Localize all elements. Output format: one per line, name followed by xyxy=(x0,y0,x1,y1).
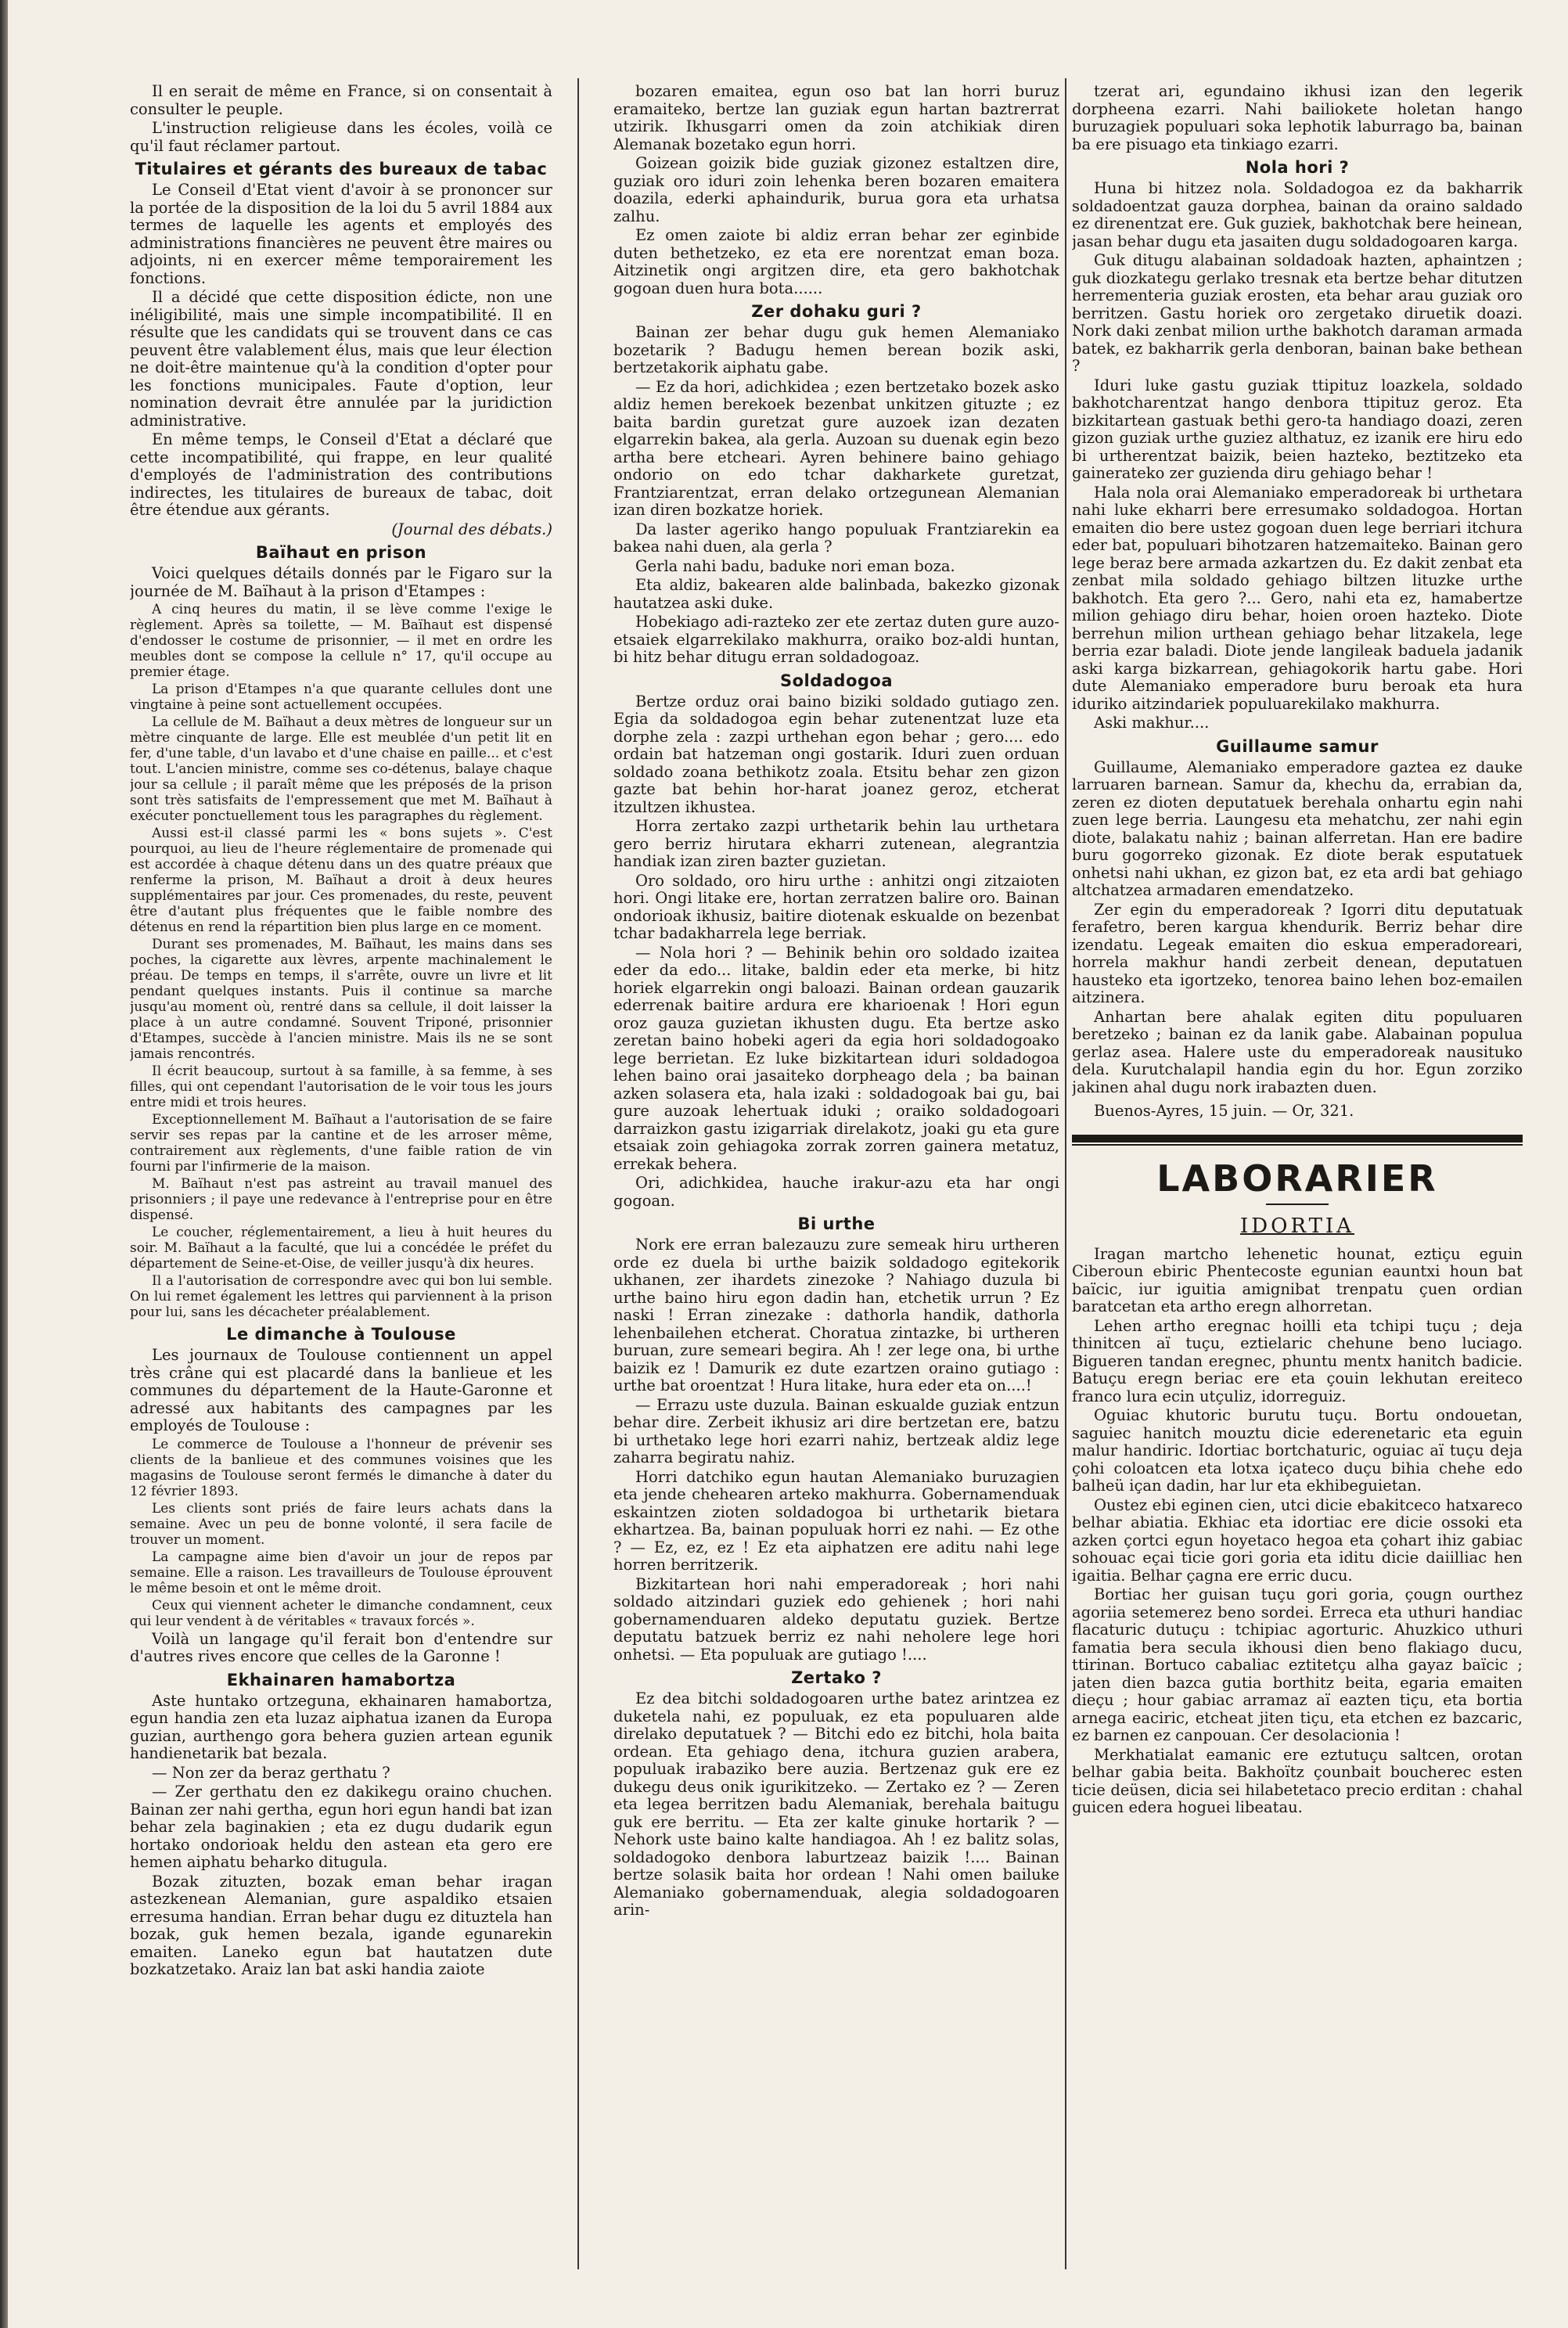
paragraph: Guillaume, Alemaniako emperadore gaztea ez dauke larruaren barnean. Samur da, khechu da, errabian da, zeren ez dioten deputatuek berehala onhartu egin nahi zuen lege berria. Laungesu eta mehatchu, zer nahi egin diote, balakatu nahiz ; bainan alferretan. Han ere badire buru gogorreko gizonak. Ez diote berak esputatuek onhetsi nahi ukhan, ez gizon bat, ez eta ardi bat gehiago altchatzea armadaren emendatzeko. xyxy=(1072,757,1523,899)
paragraph: Horra zertako zazpi urthetarik behin lau urthetara gero berriz hirutara ekharri zutenean, alegrantzia handiak izan ziren bazter guzietan. xyxy=(613,817,1059,870)
paragraph: Lehen artho eregnac hoilli eta tchipi tuçu ; deja thinitcen aï tuçu, eztielaric chehune beno luciago. Bigueren tandan eregnec, phuntu mentx hanitch badicie. Batuçu eregn beriac ere eta çouin lekhutan ereiteco franco lura ecin utçuliz, idorreguiz. xyxy=(1072,1316,1523,1405)
heading-rule xyxy=(1266,1204,1329,1205)
paragraph: Eta aldiz, bakearen alde balinbada, bakezko gizonak hautatzea aski duke. xyxy=(613,576,1059,612)
paragraph: tzerat ari, egundaino ikhusi izan den legerik dorpheena ezarri. Nahi bailiokete holetan hango buruzagiek populuari soka lephotik laburrago ba, bainan ba ere pisuago eta tinkiago ezarri. xyxy=(1072,83,1523,153)
paragraph: Bertze orduz orai baino biziki soldado gutiago zen. Egia da soldadogoa egin behar zutenentzat luze eta dorphe zela : zazpi urthehan egon behar ; gero.... edo ordain bat hatzeman ongi gostarik. Iduri zuen orduan soldado zoana bethikotz zoala. Etsitu behar zen gizon gazte bat behin hor-harat joanez geroz, etcherat itzultzen ikhustea. xyxy=(613,692,1059,816)
paragraph: Gerla nahi badu, baduke nori eman boza. xyxy=(635,556,955,575)
paragraph: M. Baïhaut n'est pas astreint au travail manuel des prisonniers ; il paye une redevance à l'entreprise pour en être dispensé. xyxy=(130,1176,552,1223)
paragraph: — Zer gerthatu den ez dakikegu oraino chuchen. Bainan zer nahi gertha, egun hori egun handi bat izan behar zela baginakien ; eta ez dugu dudarik egun hortako ondorioak heldu den astean eta gero ere hemen aiphatu beharko ditugula. xyxy=(130,1783,552,1871)
paragraph: Bainan zer behar dugu guk hemen Alemaniako bozetarik ? Badugu hemen berean bozik aski, bertzetakorik aiphatu gabe. xyxy=(613,323,1059,376)
article-title: Titulaires et gérants des bureaux de tabac xyxy=(135,160,548,178)
paragraph: Da laster ageriko hango populuak Frantziarekin ea bakea nahi duen, ala gerla ? xyxy=(613,520,1059,556)
article-title: Soldadogoa xyxy=(779,671,894,690)
paragraph: Guk ditugu alabainan soldadoak hazten, aphaintzen ; guk diozkategu gerlako tresnak eta bertze behar ditutzen herrementeria guziak erosten, eta behar arau guziak oro berritzen. Gastu horiek oro zergetako diruetik doazi. Nork daki zenbat milion urthe bakhotch daraman armada batek, ez bakharrik gerla denboran, bainan bake bethean ? xyxy=(1072,251,1523,375)
paragraph: Ez dea bitchi soldadogoaren urthe batez arintzea ez duketela nahi, ez populuak, ez eta populuaren alde direlako deputatuek ? — Bitchi edo ez bitchi, hola baita ordean. Eta gehiago dena, itchura guzien arabera, populuak irabaziko bere auzia. Bertzenaz guk ere ez dukegu deus onik igurikitzeko. — Zertako ez ? — Zeren eta legea berritzen badu Alemaniak, berehala baitugu guk ere berritu. — Eta zer kalte ginuke hortarik ? — Nehork uste baino kalte handiagoa. Ah ! ez balitz solas, soldadogoko denbora laburtzeaz baizik !.... Bainan bertze solasik baita hor ordean ! Nahi omen bailuke Alemaniako gobernamenduak, alegia soldadogoaren arin- xyxy=(613,1689,1059,1919)
paragraph: Bozak zituzten, bozak eman behar iragan astezkenean Alemanian, gure aspaldiko etsaien erresuma handian. Erran behar dugu ez dituztela han bozak, guk hemen bezala, igande egunarekin emaiten. Laneko egun bat hautatzen dute bozkatzetako. Araiz lan bat aski handia zaiote xyxy=(130,1872,552,1978)
paragraph: A cinq heures du matin, il se lève comme l'exige le règlement. Après sa toilette, — M. Baïhaut est dispensé d'endosser le costume de prisonnier, — il met en ordre les meubles dont se compose la cellule n° 17, qu'il occupe au premier étage. xyxy=(130,602,552,680)
paragraph: Bizkitartean hori nahi emperadoreak ; hori nahi soldado aitzindari guziek edo gehienek ; hori nahi gobernamenduaren aldeko deputatu guziek. Bertze deputatu batzuek berriz ez nahi neholere lege hori onhetsi. — Eta populuak are gutiago !.... xyxy=(613,1574,1059,1664)
section-subheading: IDORTIA xyxy=(1240,1214,1354,1238)
column-right xyxy=(1072,83,1523,2313)
paragraph: L'instruction religieuse dans les écoles, voilà ce qu'il faut réclamer partout. xyxy=(130,119,552,155)
paragraph: Aste huntako ortzeguna, ekhainaren hamabortza, egun handia zen eta luzaz aiphatua izanen da Europa guzian, aurthengo gora behera guzien artean egunik handienetarik bat bezala. xyxy=(130,1691,552,1762)
paragraph: Le commerce de Toulouse a l'honneur de prévenir ses clients de la banlieue et des communes voisines que les magasins de Toulouse seront fermés le dimanche à dater du 12 février 1893. xyxy=(130,1436,552,1499)
paragraph: Ceux qui viennent acheter le dimanche condamnent, ceux qui leur vendent à de véritables « travaux forcés ». xyxy=(130,1597,552,1629)
section-heading: LABORARIER xyxy=(1156,1157,1438,1200)
page-binding-edge xyxy=(0,0,8,2328)
paragraph: Bortiac her guisan tuçu gori goria, çougn ourthez agoriia setemerez beno sordei. Erreca eta uthuri handiac flacaturic dutuçu : tchipiac agorturic. Ahuzkico uthuri famatia bera secula ikhousi dien beno flakiago ducu, ttirinan. Bortuco cabaliac eztitetçu alha gayaz baïcic ; jaten dien bazca gutia borthitz beita, egaria emaiten dieçu ; hour gabiac arramaz aï eazten tiçu, eta bortia arnega eaciric, etcheat jiten tiçu, eta etchen ez bazcaric, ez barnen ez canpouan. Cer desolacionia ! xyxy=(1072,1585,1523,1744)
paragraph: Le coucher, réglementairement, a lieu à huit heures du soir. M. Baïhaut a la faculté, que lui a concédée le préfet du département de Seine-et-Oise, de veiller jusqu'à dix heures. xyxy=(130,1225,552,1272)
column-rule-right xyxy=(1065,78,1066,2269)
paragraph: Merkhatialat eamanic ere eztutuçu saltcen, orotan belhar gabia beita. Bakhoïtz çounbait boucherec esten ticie deüsen, dicia sei hilabetetaco precio erditan : chahal guicen edera hoguei libeatau. xyxy=(1072,1745,1523,1816)
paragraph: Il a décidé que cette disposition édicte, non une inéligibilité, mais une simple incompatibilité. Il en résulte que les candidats qui se trouvent dans ce cas peuvent être valablement élus, mais que leur élection ne doit-être maintenue qu'à la condition d'opter pour les fonctions municipales. Faute d'option, leur nomination devrait être annulée par la juridiction administrative. xyxy=(130,288,552,430)
paragraph: La cellule de M. Baïhaut a deux mètres de longueur sur un mètre cinquante de large. Elle est meublée d'un petit lit en fer, d'une table, d'un lavabo et d'une chaise en paille... et c'est tout. L'ancien ministre, comme ses co-détenus, balaye chaque jour sa cellule ; il paraît même que les préposés de la prison sont très satisfaits de l'empressement que met M. Baïhaut à exécuter ponctuellement tous les paragraphes du règlement. xyxy=(130,714,552,824)
column-left xyxy=(130,83,552,2313)
paragraph: Aski makhur.... xyxy=(1094,714,1210,732)
paragraph: Durant ses promenades, M. Baïhaut, les mains dans ses poches, la cigarette aux lèvres, arpente machinalement le préau. De temps en temps, il s'arrête, ouvre un livre et lit pendant quelques instants. Puis il continue sa marche jusqu'au moment où, rentré dans sa cellule, il doit laisser la place à un autre condamné. Souvent Triponé, prisonnier d'Etampes, succède à l'ancien ministre. Mais ils ne se sont jamais rencontrés. xyxy=(130,937,552,1062)
section-rule xyxy=(1072,1144,1523,1146)
article-source: (Journal des débats.) xyxy=(391,520,552,538)
paragraph: Nork ere erran balezauzu zure semeak hiru urtheren orde ez duela bi urthe baizik soldadogo egitekorik ukhanen, zer ihardets zinezoke ? Nahiago duzula bi urthe baino hiru egon dadin han, etchetik urrun ? Ez naski ! Erran zinezake : dathorla handik, dathorla lehenbailehen etcherat. Choratua zintazke, bi urtheren buruan, zure semeari begira. Ah ! zer lege ona, bi urthe baizik ez ! Damurik ez dute ezartzen oraino gutiago : urthe bat oroentzat ! Hura litake, hura eder eta on....! xyxy=(613,1236,1059,1394)
paragraph: Le Conseil d'Etat vient d'avoir à se prononcer sur la portée de la disposition de la loi du 5 avril 1884 aux termes de laquelle les agents et employés des administrations financières ne peuvent être maires ou adjoints, ni en exercer même temporairement les fonctions. xyxy=(130,181,552,287)
paragraph: Iragan martcho lehenetic hounat, eztiçu eguin Ciberoun ebiric Phentecoste egunian eauntxi houn bat baïcic, iur iguitia amignibat trenpatu çuen ordian baratcetan eta artho eregn alhorretan. xyxy=(1072,1244,1523,1315)
paragraph: Il écrit beaucoup, surtout à sa famille, à sa femme, à ses filles, qui ont cependant l'autorisation de le voir tous les jours entre midi et trois heures. xyxy=(130,1063,552,1110)
paragraph: — Ez da hori, adichkidea ; ezen bertzetako bozek asko aldiz hemen berekoek bezenbat unkitzen gituzte ; ez baita bardin guretzat gure auzoek izan dezaten elgarrekin bakea, ala gerla. Auzoan su duenak egin bezo artha bere etcheari. Ayren behinere baino gehiago ondorio on edo tchar dakharkete guretzat, Frantziarentzat, erran delako ortzegunean Alemanian izan diren bozkatze horiek. xyxy=(613,377,1059,519)
article-title: Nola hori ? xyxy=(1245,158,1350,177)
paragraph: Ez omen zaiote bi aldiz erran behar zer eginbide duten bethetzeko, ez eta ere norentzat eman boza. Aitzinetik ongi argitzen dire, eta gero bakhotchak gogoan duen hura bota...... xyxy=(613,226,1059,297)
paragraph: — Non zer da beraz gerthatu ? xyxy=(152,1763,390,1782)
paragraph: La prison d'Etampes n'a que quarante cellules dont une vingtaine à peine sont actuellement occupées. xyxy=(130,682,552,713)
paragraph: Il en serait de même en France, si on consentait à consulter le peuple. xyxy=(130,83,552,118)
paragraph: Oustez ebi eginen cien, utci dicie ebakitceco hatxareco belhar abiatia. Ekhiac eta idortiac ere dicie ossoki eta azken çortci egun hoyetaco hegoa eta çohart ihiz gabiac sohouac eçai ticie gori goria eta iditu dicie daiilliac hen igaitia. Belhar çagna ere erric ducu. xyxy=(1072,1495,1523,1585)
paragraph: La campagne aime bien d'avoir un jour de repos par semaine. Elle a raison. Les travailleurs de Toulouse éprouvent le même besoin et ont le même droit. xyxy=(130,1549,552,1596)
paragraph: Les journaux de Toulouse contiennent un appel très crâne qui est placardé dans la banlieue et les communes du département de la Haute-Garonne et adressé aux habitants des campagnes par les employés de Toulouse : xyxy=(130,1346,552,1434)
paragraph: Hala nola orai Alemaniako emperadoreak bi urthetara nahi luke ekharri bere erresumako soldadogoa. Hortan emaiten dio bere ustez gogoan duen lege berriari itchura eder bat, populuari bihotzaren hatzemaiteko. Bainan gero lege beraz bere armada azkartzen du. Ez dakit zenbat eta zenbat mila soldado gehiago biltzen lituzke urthe bakhotch. Eta gero ?... Gero, nahi eta ez, hamabertze milion gehiago diru behar, hoien oroen hazteko. Diote berrehun milion urthean gehiago behar litzakela, lege berria ezar baladi. Diote jende langileak baduela jadanik aski karga bizkarrean, gehiagokorik hartu gabe. Hori dute Alemaniako emperadore buru beroak eta hura iduriko aitzindariek populuarekilako makhurra. xyxy=(1072,483,1523,713)
paragraph: Aussi est-il classé parmi les « bons sujets ». C'est pourquoi, au lieu de l'heure réglementaire de promenade qui est accordée à chaque détenu dans un des quatre préaux que renferme la prison, M. Baïhaut a droit à deux heures supplémentaires par jour. Ces promenades, du reste, peuvent être d'autant plus fréquentes que le faible nombre des détenus en rend la répartition bien plus large en ce moment. xyxy=(130,826,552,935)
paragraph: Voilà un langage qu'il ferait bon d'entendre sur d'autres rives encore que celles de la Garonne ! xyxy=(130,1629,552,1665)
column-middle xyxy=(613,83,1059,2313)
column-rule-left xyxy=(577,78,579,2269)
paragraph: Goizean goizik bide guziak gizonez estaltzen dire, guziak oro iduri zoin lehenka beren bozaren emaitera doazila, ederki aphaindurik, burua gora eta urhatsa zalhu. xyxy=(613,154,1059,225)
article-title: Bi urthe xyxy=(797,1214,876,1233)
paragraph: Anhartan bere ahalak egiten ditu populuaren beretzeko ; bainan ez da lanik gabe. Alabainan populua gerlaz asea. Halere uste du emperadoreak nausituko dela. Kurutchalapil handia egin du hor. Egun zorziko jakinen ahal dugu nork irabazten duen. xyxy=(1072,1007,1523,1096)
paragraph: Voici quelques détails donnés par le Figaro sur la journée de M. Baïhaut à la prison d'Etampes : xyxy=(130,564,552,600)
paragraph: Iduri luke gastu guziak ttipituz loazkela, soldado bakhotcharentzat hango denbora ttipituz geroz. Eta bizkitartean gastuak bethi gero-ta handiago doazi, zeren gizon guziak urthe guziez althatuz, ez izanik ere hiru edo bi urtherentzat baizik, beien hazteko, beztitzeko eta gainerateko zer guzienda diru gehiago behar ! xyxy=(1072,376,1523,482)
paragraph: Les clients sont priés de faire leurs achats dans la semaine. Avec un peu de bonne volonté, il sera facile de trouver un moment. xyxy=(130,1500,552,1548)
paragraph: Huna bi hitzez nola. Soldadogoa ez da bakharrik soldadoentzat gauza dorphea, bainan da oraino saldado ez direnentzat ere. Guk guziek, bakhotchak bere heinean, jasan behar dugu eta jasaiten dugu soldadogoaren karga. xyxy=(1072,179,1523,250)
article-title: Ekhainaren hamabortza xyxy=(226,1670,456,1689)
paragraph: Ori, adichkidea, hauche irakur-azu eta har ongi gogoan. xyxy=(613,1174,1059,1210)
paragraph: bozaren emaitea, egun oso bat lan horri buruz eramaiteko, bertze lan guziak egun hartan baztrerrat utzirik. Ikhusgarri omen da zoin atchikiak diren Alemanak bozetako egun horri. xyxy=(613,83,1059,153)
paragraph: Zer egin du emperadoreak ? Igorri ditu deputatuak ferafetro, beren kargua khendurik. Berriz behar dire izendatu. Legeak emaiten dio eskua emperadoreari, horrela makhur handi zerbeit denean, deputatuen hausteko eta igortzeko, tenorea baino lehen boz-emailen aitzinera. xyxy=(1072,900,1523,1006)
paragraph: En même temps, le Conseil d'Etat a déclaré que cette incompatibilité, qui frappe, en leur qualité d'employés de l'administration des contributions indirectes, les titulaires de bureaux de tabac, doit être étendue aux gérants. xyxy=(130,430,552,519)
paragraph: Il a l'autorisation de correspondre avec qui bon lui semble. On lui remet également les lettres qui parviennent à la prison pour lui, sans les décacheter préalablement. xyxy=(130,1273,552,1320)
article-title: Le dimanche à Toulouse xyxy=(226,1325,456,1344)
paragraph: Horri datchiko egun hautan Alemaniako buruzagien eta jende chehearen arteko makhurra. Gobernamenduak eskaintzen zioten soldadogoa bi urthetarik bietara ekhartzea. Ba, bainan populuak horri ez nahi. — Ez othe ? — Ez, ez, ez ! Ez eta aiphatzen ere aditu nahi lege horren berritzerik. xyxy=(613,1467,1059,1574)
article-title: Zertako ? xyxy=(791,1668,882,1687)
paragraph: Oguiac khutoric burutu tuçu. Bortu ondouetan, saguiec hanitch mouztu dicie ederenetaric eta eguin malur handiric. Idortiac bortchaturic, oguiac aï tuçu deja çohi coloatcen eta lotxa içateco duçu bihia chehe edo balheü içan dadin, har lur eta ekhibeguietan. xyxy=(1072,1406,1523,1495)
paragraph: — Errazu uste duzula. Bainan eskualde guziak entzun behar dire. Zerbeit ikhusiz ari dire bertzetan ere, batzu bi urthetako lege hori ezarri nahiz, bertzeak aldiz lege zaharra begiratu nahiz. xyxy=(613,1395,1059,1466)
section-rule xyxy=(1072,1135,1523,1142)
article-signature: Buenos-Ayres, 15 juin. — Or, 321. xyxy=(1094,1102,1354,1120)
article-title: Baïhaut en prison xyxy=(255,543,427,562)
paragraph: Hobekiago adi-razteko zer ete zertaz duten gure auzo-etsaiek elgarrekilako makhurra, oraiko boz-aldi huntan, bi hitz behar ditugu erran soldadogoaz. xyxy=(613,613,1059,666)
paragraph: Exceptionnellement M. Baïhaut a l'autorisation de se faire servir ses repas par la cantine et de les arroser même, contrairement aux règlements, d'une faible ration de vin fourni par l'infirmerie de la maison. xyxy=(130,1112,552,1175)
article-title: Guillaume samur xyxy=(1216,736,1379,756)
paragraph: — Nola hori ? — Behinik behin oro soldado izaitea eder da edo... litake, baldin eder eta merke, bi hitz horiek elgarrekin ongi baloazi. Bainan ordean gauzarik ederrenak baitire ardura ere kharioenak ! Hori egun oroz gauza guzietan ikhusten dugu. Eta bertze asko zeretan baino hobeki ageri da egia hori soldadogoako lege berrietan. Ez luke bizkitartean iduri soldadogoa lehen baino orai jasaiteko dorpheago dela ; ba bainan azken solasera eta, hala izaki : soldadogoak bai gu, bai gure auzoak lehertuak iduki ; oraiko soldadogoari darraizkon gastu izigarriak direlakotz, joaki gu eta gure etsaiak zoin gehiagoka zorrak zorren gainera metatuz, errekak behera. xyxy=(613,943,1059,1173)
paragraph: Oro soldado, oro hiru urthe : anhitzi ongi zitzaioten hori. Ongi litake ere, hortan zerratzen balire oro. Bainan ondorioak ikhusiz, baitire diotenak eskualde on bezenbat tchar badakharrela lege berriak. xyxy=(613,871,1059,942)
article-title: Zer dohaku guri ? xyxy=(751,302,922,321)
